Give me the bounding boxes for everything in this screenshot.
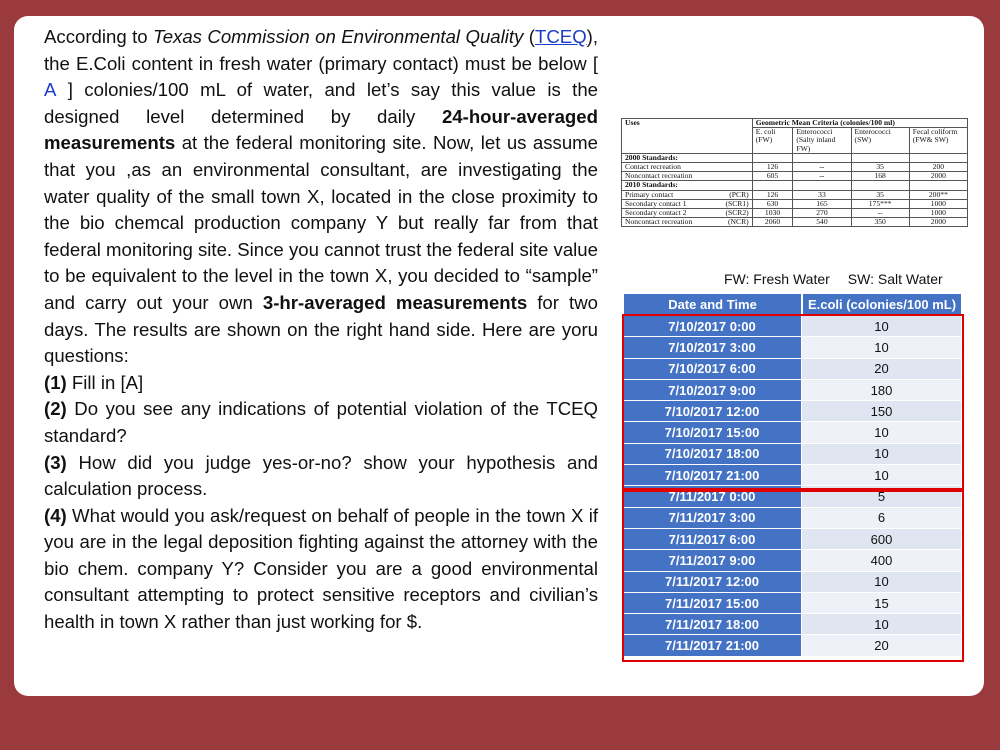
- std-h-ecoli: E. coli (FW): [752, 128, 793, 154]
- question-1: (1) Fill in [A]: [44, 371, 144, 393]
- row-ecoli-value: 5: [802, 486, 962, 507]
- row-datetime: 7/10/2017 18:00: [623, 444, 802, 465]
- bold-3hr: 3-hr-averaged measurements: [262, 291, 528, 313]
- std-row: Contact recreation 126 -- 35 200: [622, 163, 968, 172]
- slide-card: [14, 16, 984, 696]
- row-ecoli-value: 10: [802, 444, 962, 465]
- org-name: Texas Commission on Environmental Quality: [153, 26, 524, 47]
- std-row: Primary contact (PCR) 126 33 35 200**: [622, 190, 968, 199]
- row-datetime: 7/11/2017 9:00: [623, 550, 802, 571]
- row-ecoli-value: 20: [802, 359, 962, 380]
- std-h-group: Geometric Mean Criteria (colonies/100 ml): [752, 119, 967, 128]
- col-ecoli: E.coli (colonies/100 mL): [802, 293, 962, 316]
- intro-paragraph: According to Texas Commission on Environmental Quality (TCEQ), the E.Coli content in fresh water (primary contact) must be below [ A ] colonies/100 mL of water, and let’s say this value is the designed level determined by daily 24-hour-averaged measurements at the federal monitoring site. Now, let us assume that you ,as an environmental consultant, are investigating the water quality of the small town X, located in the close proximity to the bio chemcal production company Y but really far from that federal monitoring site. Since you cannot trust the federal site value to be equivalent to the level in the town X, you decided to “sample” and carry out your own 3-hr-averaged measurements for two days. The results are shown on the right hand side. Here are yoru questions:: [44, 26, 599, 367]
- row-ecoli-value: 10: [802, 422, 962, 443]
- row-ecoli-value: 400: [802, 550, 962, 571]
- row-ecoli-value: 10: [802, 316, 962, 337]
- row-ecoli-value: 600: [802, 529, 962, 550]
- row-datetime: 7/10/2017 0:00: [623, 316, 802, 337]
- std-row: Secondary contact 2 (SCR2) 1030 270 -- 1000: [622, 209, 968, 218]
- row-datetime: 7/10/2017 3:00: [623, 337, 802, 358]
- row-ecoli-value: 15: [802, 593, 962, 614]
- bold-24hr: 24-hour-averaged measurements: [44, 105, 598, 154]
- std-section-2010: 2010 Standards:: [622, 181, 753, 190]
- col-datetime: Date and Time: [623, 293, 802, 316]
- row-ecoli-value: 20: [802, 635, 962, 656]
- blank-a: A: [44, 79, 57, 101]
- standards-table: [621, 118, 968, 227]
- std-row: Noncontact recreation (NCR) 2060 540 350 2000: [622, 218, 968, 227]
- row-datetime: 7/10/2017 15:00: [623, 422, 802, 443]
- day1-highlight-box: [622, 314, 964, 490]
- legend-sw: SW: Salt Water: [847, 271, 943, 287]
- question-4: (4) What would you ask/request on behalf of people in the town X if you are in the legal deposition fighting against the attorney with the bio chem. company Y? Consider you are a good environmental consultant attempting to protect sensitive receptors and civilian’s health in town X rather than just working for $.: [44, 504, 598, 633]
- row-datetime: 7/11/2017 6:00: [623, 529, 802, 550]
- legend-fw: FW: Fresh Water: [724, 271, 830, 287]
- std-h-entero-salty: Enterococci (Salty inland FW): [793, 128, 851, 154]
- row-ecoli-value: 10: [802, 614, 962, 635]
- row-datetime: 7/11/2017 0:00: [623, 486, 802, 507]
- question-3: (3) How did you judge yes-or-no? show your hypothesis and calculation process.: [44, 451, 598, 500]
- row-ecoli-value: 10: [802, 465, 962, 486]
- row-ecoli-value: 10: [802, 572, 962, 593]
- row-datetime: 7/11/2017 3:00: [623, 508, 802, 529]
- row-datetime: 7/10/2017 21:00: [623, 465, 802, 486]
- row-datetime: 7/10/2017 6:00: [623, 359, 802, 380]
- row-ecoli-value: 10: [802, 337, 962, 358]
- row-datetime: 7/11/2017 18:00: [623, 614, 802, 635]
- tceq-link[interactable]: TCEQ: [535, 26, 587, 47]
- std-h-entero-sw: Enterococci (SW): [851, 128, 909, 154]
- row-ecoli-value: 150: [802, 401, 962, 422]
- row-datetime: 7/10/2017 9:00: [623, 380, 802, 401]
- std-row: Secondary contact 1 (SCR1) 630 165 175*** 1000: [622, 199, 968, 208]
- water-legend: [724, 271, 943, 287]
- row-datetime: 7/10/2017 12:00: [623, 401, 802, 422]
- std-section-2000: 2000 Standards:: [622, 153, 753, 162]
- row-datetime: 7/11/2017 15:00: [623, 593, 802, 614]
- row-ecoli-value: 180: [802, 380, 962, 401]
- row-datetime: 7/11/2017 12:00: [623, 572, 802, 593]
- question-2: (2) Do you see any indications of potential violation of the TCEQ standard?: [44, 398, 598, 446]
- problem-text: [44, 24, 598, 636]
- row-ecoli-value: 6: [802, 508, 962, 529]
- std-h-uses: Uses: [622, 119, 753, 154]
- std-row: Noncontact recreation 605 -- 168 2000: [622, 172, 968, 181]
- std-h-fecal: Fecal coliform (FW& SW): [909, 128, 967, 154]
- day2-highlight-box: [622, 490, 964, 662]
- row-datetime: 7/11/2017 21:00: [623, 635, 802, 656]
